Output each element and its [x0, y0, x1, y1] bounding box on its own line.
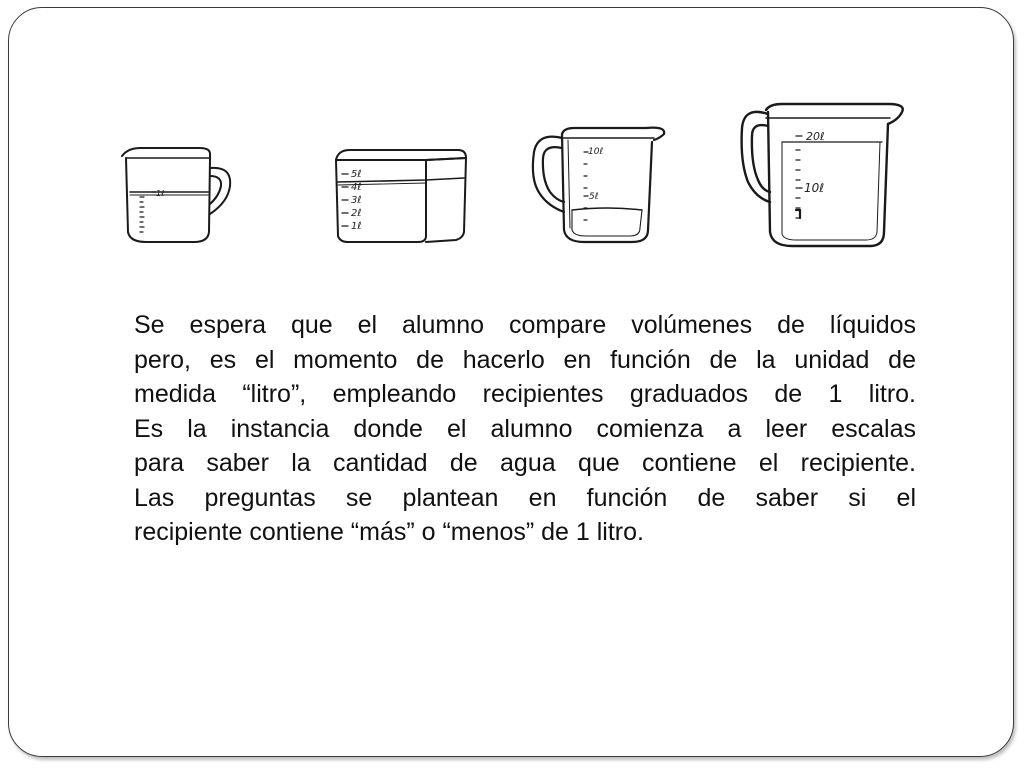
scale-label-20l: 20ℓ — [806, 130, 825, 143]
body-line: Es la instancia donde el alumno comienza a leer escalas — [134, 414, 916, 443]
scale-label-10l: 10ℓ — [588, 147, 604, 157]
ten-liter-pitcher-illustration — [528, 124, 670, 248]
body-line: Las preguntas se plantean en función de saber si el — [134, 483, 916, 512]
body-line: pero, es el momento de hacerlo en función de la unidad de — [134, 345, 916, 374]
body-paragraph — [134, 308, 916, 550]
scale-label-2l: 2ℓ — [351, 208, 362, 219]
scale-label-1l-tank: 1ℓ — [351, 221, 362, 232]
container-illustrations — [0, 0, 1024, 300]
body-line: medida “litro”, empleando recipientes graduados de 1 litro. — [134, 380, 916, 408]
body-line: Se espera que el alumno compare volúmenes de líquidos — [134, 311, 916, 339]
scale-label-4l: 4ℓ — [351, 182, 362, 193]
scale-label-5l-pitcher: 5ℓ — [589, 192, 599, 202]
twenty-liter-pitcher-illustration — [738, 102, 908, 252]
body-line: para saber la cantidad de agua que contiene el recipiente. — [134, 449, 916, 477]
scale-label-10l-pitcher: 10ℓ — [804, 181, 825, 195]
body-line: recipiente contiene “más” o “menos” de 1 litro. — [134, 518, 644, 546]
small-measuring-jug-illustration — [118, 140, 238, 250]
scale-label-1l: 1ℓ — [156, 189, 165, 198]
scale-label-5l: 5ℓ — [351, 169, 362, 180]
scale-label-3l: 3ℓ — [351, 195, 362, 206]
graduated-tank-illustration — [332, 146, 474, 246]
